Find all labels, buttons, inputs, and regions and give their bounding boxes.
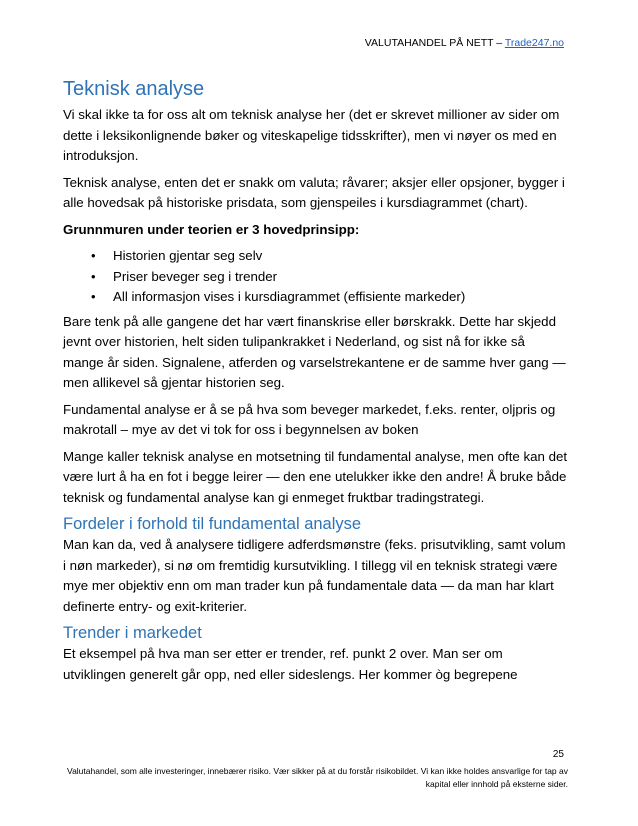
page-content [63,77,568,691]
intro-paragraph-2: Teknisk analyse, enten det er snakk om valuta; råvarer; aksjer eller opsjoner, bygger i alle hovedsak på historiske prisdata, som gjenspeiles i kursdiagrammet (chart). [63,174,565,210]
principles-list [63,246,568,308]
list-item: • Priser beveger seg i trender [113,267,568,288]
bullet-icon: • [91,289,96,304]
page-header [365,37,564,49]
intro-paragraph-1: Vi skal ikke ta for oss alt om teknisk analyse her (det er skrevet millioner av sider om dette i leksikonlignende bøker og viteskapelige tidsskrifter), men vi nøyer os med en introduksjon. [63,107,560,163]
principles-heading: Grunnmuren under teorien er 3 hovedprinsipp: [63,221,360,237]
bullet-icon: • [91,248,96,263]
list-item: • Historien gjentar seg selv [113,246,568,267]
list-item: • All informasjon vises i kursdiagrammet (effisiente markeder) [113,287,568,308]
section-title: Teknisk analyse [63,78,205,100]
body-paragraph-3: Mange kaller teknisk analyse en motsetning til fundamental analyse, men ofte kan det være lurt å ha en fot i begge leirer — den ene utelukker ikke den andre! Å bruke både teknisk og fundamental analyse kan gi enmeget fruktbar tradingstrategi. [63,448,568,505]
section2-heading: Fordeler i forhold til fundamental analyse [63,515,362,533]
page-footer: Valutahandel, som alle investeringer, innebærer risiko. Vær sikker på at du forstår risikobildet. Vi kan ikke holdes ansvarlige for tap av kapital eller innhold på eksterne sider. [67,766,568,789]
section3-heading: Trender i markedet [63,624,202,642]
page-number: 25 [552,749,564,760]
section3-paragraph: Et eksempel på hva man ser etter er trender, ref. punkt 2 over. Man ser om utviklingen generelt går opp, ned eller sideslengs. Her kommer òg begrepene [63,646,518,682]
header-link[interactable]: Trade247.no [504,37,564,49]
bullet-icon: • [91,268,96,284]
body-paragraph-2: Fundamental analyse er å se på hva som beveger markedet, f.eks. renter, oljpris og makrotall – mye av det vi tok for oss i begynnelsen av boken [63,401,556,437]
body-paragraph-1: Bare tenk på alle gangene det har vært finanskrise eller børskrakk. Dette har skjedd jevnt over historien, helt siden tulipankrakket i Nederland, og sist nå for ikke så mange år siden. Signalene, atferden og varselstrekantene er de samme hver gang — men allikevel så gjentar historien seg. [63,313,566,390]
header-text: VALUTAHANDEL PÅ NETT – [364,37,505,49]
section2-paragraph: Man kan da, ved å analysere tidligere adferdsmønstre (feks. prisutvikling, samt volum i nøn markeder), si nø om fremtidig kursutvikling. I tillegg vil en teknisk strategi være mye mer objektiv enn om man trader kun på fundamentale data — da man har klart definerte entry- og exit-kriterier. [63,537,566,614]
